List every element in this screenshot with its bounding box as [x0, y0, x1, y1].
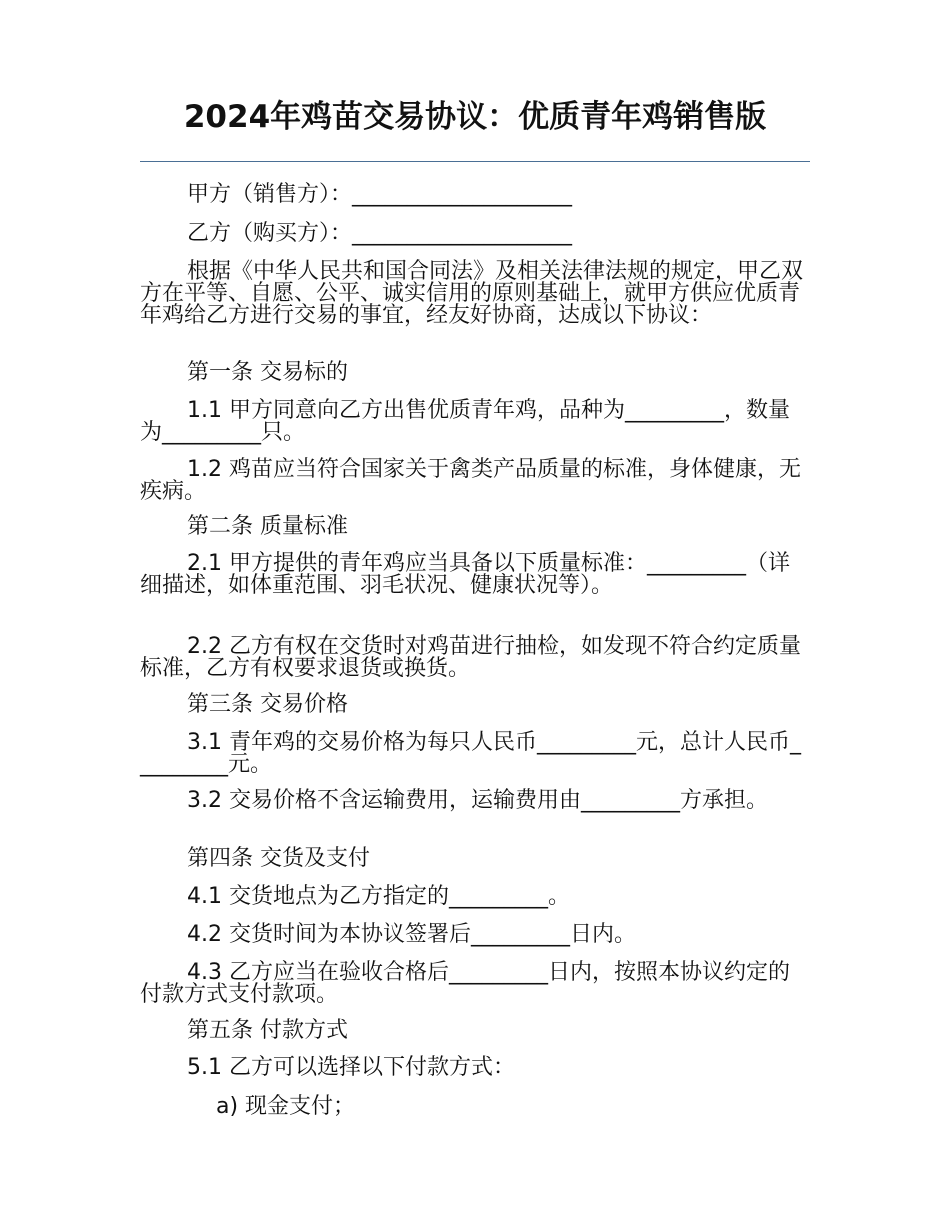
- clause-5-1: 5.1 乙方可以选择以下付款方式：: [187, 1055, 515, 1080]
- clause-3-1: 3.1 青年鸡的交易价格为每只人民币_________元，总计人民币_________元。: [140, 730, 801, 777]
- payment-option-a: a) 现金支付；: [216, 1094, 356, 1119]
- party-a-line: 甲方（销售方）：____________________: [187, 182, 573, 207]
- clause-3-2: 3.2 交易价格不含运输费用，运输费用由_________方承担。: [187, 788, 768, 813]
- article-3-heading: 第三条 交易价格: [187, 692, 348, 717]
- clause-2-1: 2.1 甲方提供的青年鸡应当具备以下质量标准：_________（详细描述，如体重范围、羽毛状况、健康状况等）。: [140, 551, 790, 598]
- document-title: 2024年鸡苗交易协议：优质青年鸡销售版: [183, 99, 767, 135]
- party-b-line: 乙方（购买方）：____________________: [187, 221, 573, 246]
- article-2-heading: 第二条 质量标准: [187, 514, 348, 539]
- article-5-heading: 第五条 付款方式: [187, 1018, 348, 1043]
- clause-2-2: 2.2 乙方有权在交货时对鸡苗进行抽检，如发现不符合约定质量标准，乙方有权要求退货或换货。: [140, 634, 801, 681]
- article-4-heading: 第四条 交货及支付: [187, 846, 370, 871]
- article-1-heading: 第一条 交易标的: [187, 360, 348, 385]
- clause-4-1: 4.1 交货地点为乙方指定的_________。: [187, 884, 570, 909]
- clause-1-1: 1.1 甲方同意向乙方出售优质青年鸡，品种为_________，数量为_________只。: [140, 398, 790, 445]
- clause-4-2: 4.2 交货时间为本协议签署后_________日内。: [187, 922, 636, 947]
- preamble-paragraph: 根据《中华人民共和国合同法》及相关法律法规的规定，甲乙双方在平等、自愿、公平、诚实信用的原则基础上，就甲方供应优质青年鸡给乙方进行交易的事宜，经友好协商，达成以下协议：: [140, 259, 804, 328]
- clause-1-2: 1.2 鸡苗应当符合国家关于禽类产品质量的标准，身体健康，无疾病。: [140, 457, 801, 504]
- clause-4-3: 4.3 乙方应当在验收合格后_________日内，按照本协议约定的付款方式支付款项。: [140, 960, 790, 1007]
- title-divider: [140, 161, 810, 162]
